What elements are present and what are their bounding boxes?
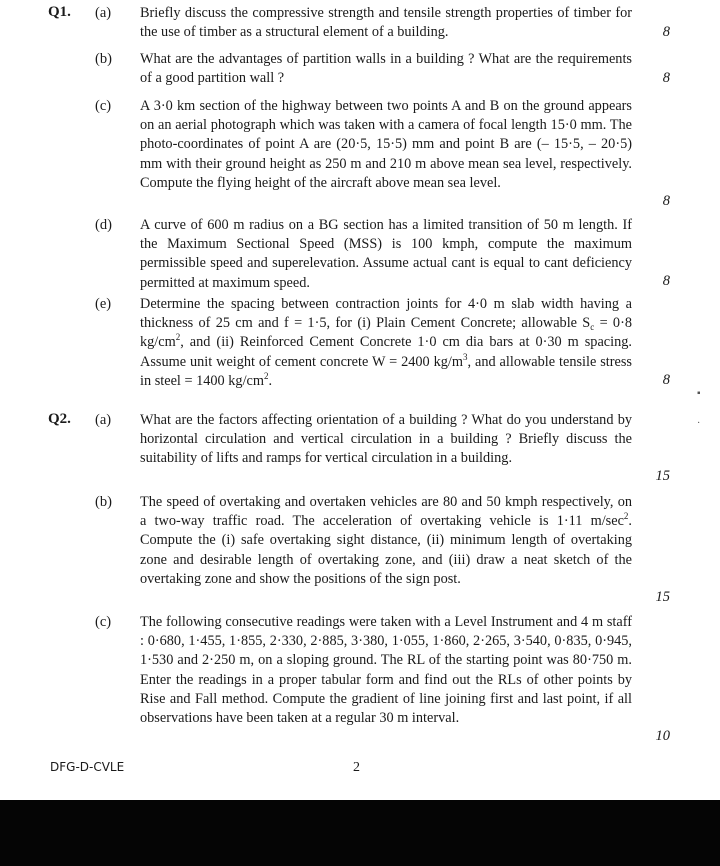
part-text: The speed of overtaking and overtaken vehicles are 80 and 50 kmph respectively, on a two-way traffic road. The acceleration of overtaking vehicle is 1·11 $m/\sec^2$. Compute the (i) safe overtaking sight distance, (ii) minimum length of overtaking zone and desirable length of overtaking zone, and (iii) draw a neat sketch of the overtaking zone and show the positions of the sign post. [140, 494, 632, 587]
question-number: Q2. [48, 411, 71, 427]
part-label: (e) [95, 296, 112, 312]
part-label: (d) [95, 217, 112, 233]
marks: 8 [662, 24, 670, 40]
marks: 8 [662, 372, 670, 388]
marks: 15 [655, 468, 670, 484]
part-text: A 3·0 km section of the highway between two points A and B on the ground appears on an aerial photograph which was taken with a camera of focal length 15·0 mm. The photo-coordinates of point A are (20·5, 15·5) mm and point B are (– 15·5, – 20·5) mm with their ground height as 250 m and 210 m above mean sea level, respectively. Compute the flying height of the aircraft above mean sea level. [140, 98, 632, 191]
part-label: (a) [95, 412, 112, 428]
marks: 10 [655, 728, 670, 744]
scan-speck: · [697, 418, 701, 429]
part-text: The following consecutive readings were taken with a Level Instrument and 4 m staff : 0·680, 1·455, 1·855, 2·330, 2·885, 3·380, 1·055, 1·860, 2·265, 3·540, 0·835, 0·945, 1·530 and 2·250 m, on a sloping ground. The RL of the starting point was 80·750 m. Enter the readings in a proper tabular form and find out the RLs of other points by Rise and Fall method. Compute the gradient of line joining first and last point, if all observations have been taken at a regular 30 m interval. [140, 614, 632, 727]
part-label: (c) [95, 614, 112, 630]
page-number: 2 [353, 760, 360, 775]
part-label: (b) [95, 494, 112, 510]
part-label: (b) [95, 51, 112, 67]
question-number: Q1. [48, 4, 71, 20]
paper-code: DFG-D-CVLE [50, 760, 125, 774]
scan-speck: ▪ [697, 388, 701, 399]
marks: 8 [662, 70, 670, 86]
marks: 15 [655, 589, 670, 605]
part-text: Briefly discuss the compressive strength and tensile strength properties of timber for the use of timber as a structural element of a building. [140, 5, 632, 41]
part-text: What are the advantages of partition walls in a building ? What are the requirements of a good partition wall ? [140, 51, 632, 87]
marks: 8 [662, 273, 670, 289]
part-label: (a) [95, 5, 112, 21]
part-text: What are the factors affecting orientation of a building ? What do you understand by horizontal circulation and vertical circulation in a building ? Briefly discuss the suitability of lifts and ramps for vertical circulation in a building. [140, 412, 632, 467]
scan-border [0, 800, 720, 866]
part-text: A curve of 600 m radius on a BG section has a limited transition of 50 m length. If the Maximum Sectional Speed (MSS) is 100 kmph, compute the maximum permissible speed and superelevation. Assume actual cant is equal to cant deficiency permitted at maximum speed. [140, 217, 632, 291]
part-text: Determine the spacing between contraction joints for 4·0 m slab width having a thickness of 25 cm and f = 1·5, for (i) Plain Cement Concrete; allowable $S_c = 0\cdot 8$ $kg/cm^2$, and (ii) Reinforced Cement Concrete 1·0 cm dia bars at 0·30 m spacing. Assume unit weight of cement concrete W = 2400 $kg/m^3$, and allowable tensile stress in steel = 1400 $kg/cm^2$. [140, 296, 633, 389]
marks: 8 [662, 193, 670, 209]
part-label: (c) [95, 98, 112, 114]
